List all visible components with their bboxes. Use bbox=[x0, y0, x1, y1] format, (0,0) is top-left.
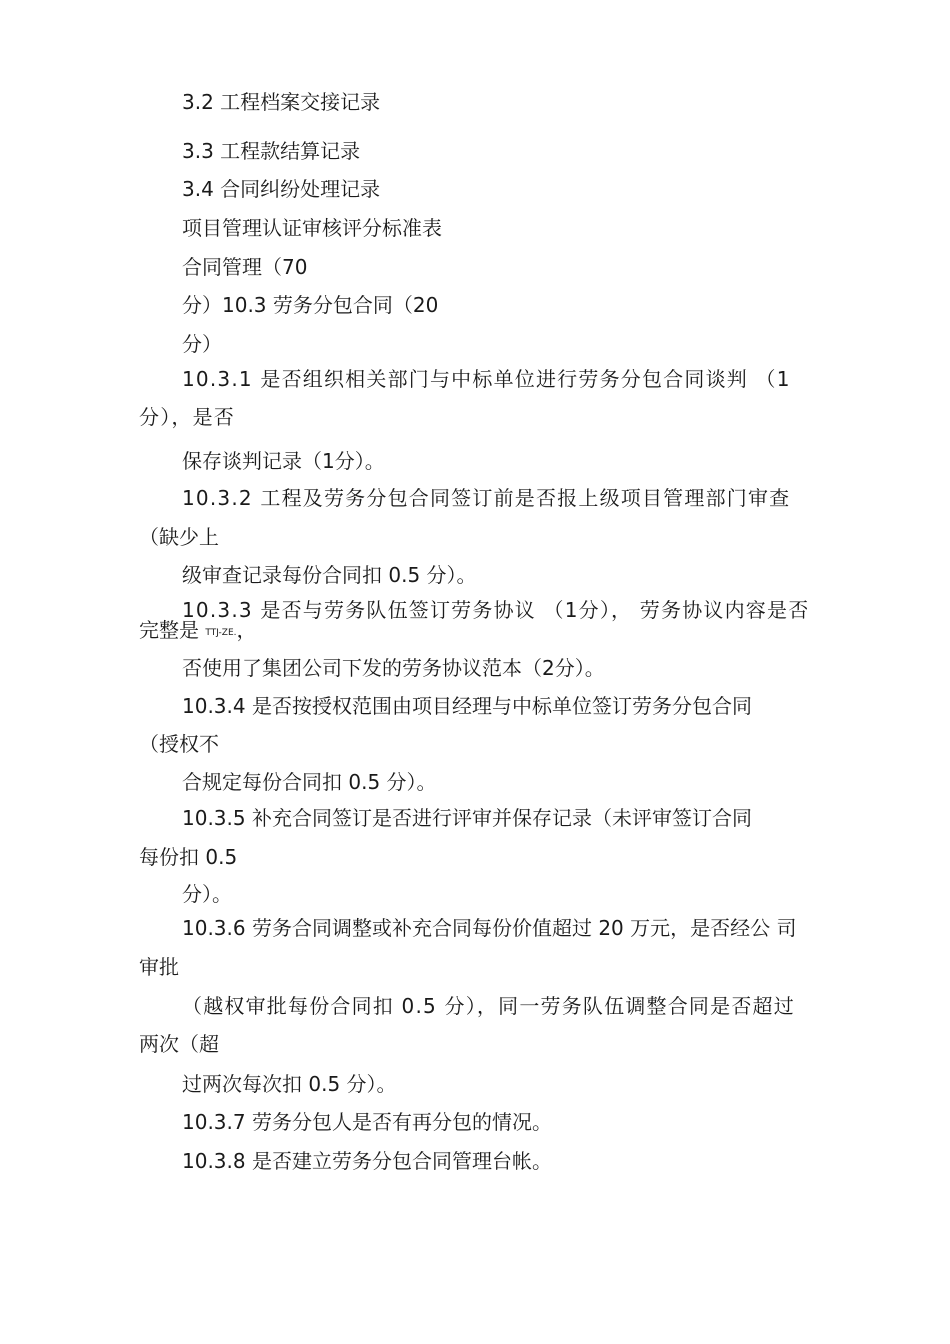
text-line: 级审查记录每份合同扣 0.5 分）。 bbox=[182, 563, 477, 587]
text-run: 完整是 bbox=[139, 618, 199, 642]
text-line: 3.4 合同纠纷处理记录 bbox=[182, 177, 381, 201]
text-line: 过两次每次扣 0.5 分）。 bbox=[182, 1072, 397, 1096]
text-line: 保存谈判记录（1分）。 bbox=[182, 449, 385, 473]
text-line: 10.3.2 工程及劳务分包合同签订前是否报上级项目管理部门审查 bbox=[182, 486, 791, 510]
text-line: 3.3 工程款结算记录 bbox=[182, 139, 361, 163]
text-line: 审批 bbox=[139, 955, 179, 979]
text-line: （越权审批每份合同扣 0.5 分），同一劳务队伍调整合同是否超过 bbox=[182, 994, 795, 1018]
text-line: （授权不 bbox=[139, 732, 219, 756]
text-line: 10.3.8 是否建立劳务分包合同管理台帐。 bbox=[182, 1149, 552, 1173]
text-line: 10.3.7 劳务分包人是否有再分包的情况。 bbox=[182, 1110, 552, 1134]
text-line: 项目管理认证审核评分标准表 bbox=[182, 216, 442, 240]
text-line: （缺少上 bbox=[139, 525, 219, 549]
small-print-text: TTJ-ZE. bbox=[205, 628, 237, 638]
text-line: 否使用了集团公司下发的劳务协议范本（2分）。 bbox=[182, 656, 605, 680]
text-line: 10.3.1 是否组织相关部门与中标单位进行劳务分包合同谈判 （1 bbox=[182, 367, 791, 391]
text-line: 分）。 bbox=[182, 882, 232, 906]
text-line: 10.3.6 劳务合同调整或补充合同每份价值超过 20 万元，是否经公 司 bbox=[182, 916, 797, 940]
text-line: 两次（超 bbox=[139, 1032, 219, 1056]
text-line: 分）10.3 劳务分包合同（20 bbox=[182, 293, 439, 317]
text-run: ， bbox=[236, 618, 257, 642]
text-line: 每份扣 0.5 bbox=[139, 845, 238, 869]
text-line: 3.2 工程档案交接记录 bbox=[182, 90, 381, 114]
text-line: 分），是否 bbox=[139, 405, 235, 429]
text-line: 10.3.4 是否按授权范围由项目经理与中标单位签订劳务分包合同 bbox=[182, 694, 752, 718]
text-line: 分） bbox=[182, 332, 222, 356]
text-line bbox=[139, 618, 257, 645]
text-line: 合同管理（70 bbox=[182, 255, 308, 279]
text-line: 合规定每份合同扣 0.5 分）。 bbox=[182, 770, 437, 794]
text-line: 10.3.3 是否与劳务队伍签订劳务协议 （1分）， 劳务协议内容是否 bbox=[182, 598, 810, 622]
text-line: 10.3.5 补充合同签订是否进行评审并保存记录（未评审签订合同 bbox=[182, 806, 752, 830]
